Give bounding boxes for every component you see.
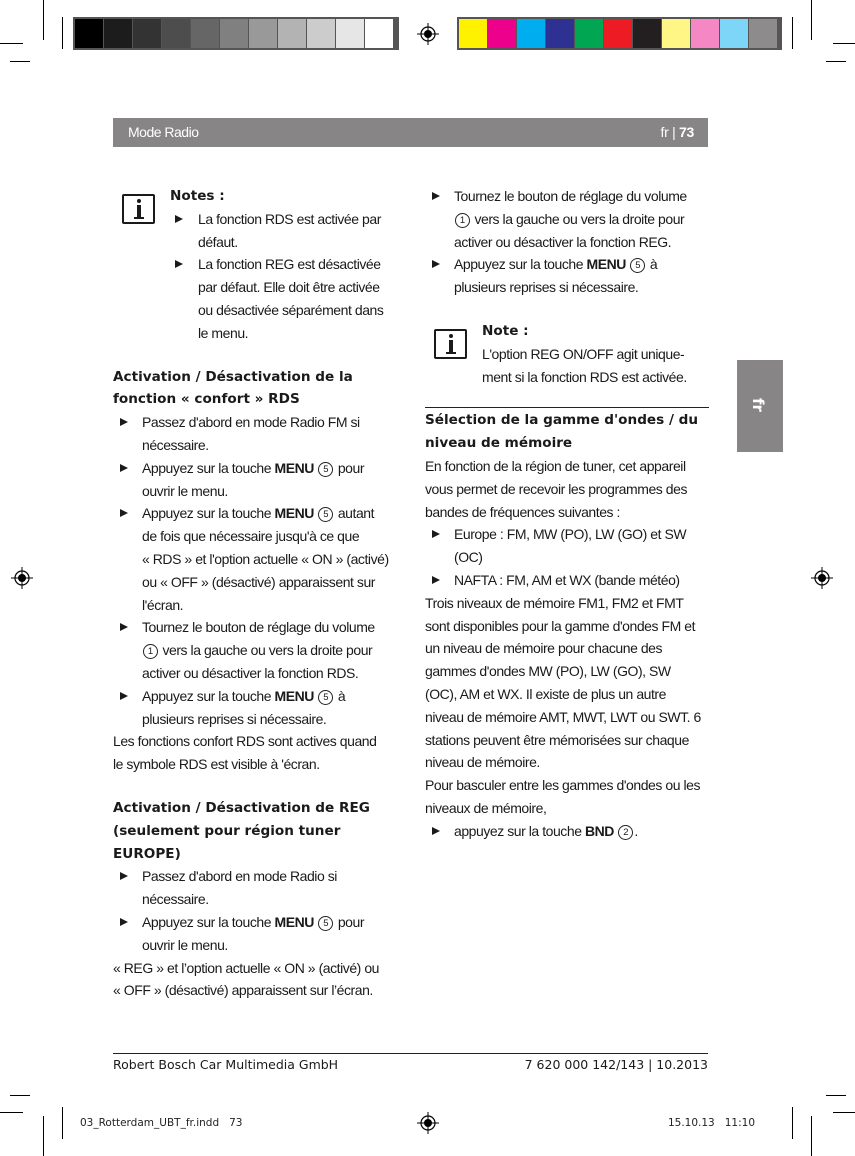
text-segment: nécessaire. <box>142 436 209 453</box>
text-line <box>425 409 709 432</box>
bullet-arrow-icon <box>120 692 128 700</box>
color-swatch <box>604 19 632 48</box>
key-name: MENU <box>274 505 314 522</box>
text-segment: vers la gauche ou vers la droite pour <box>159 642 373 659</box>
text-segment: bandes de fréquences suivantes : <box>425 503 620 520</box>
text-line <box>113 753 393 776</box>
crop-mark <box>833 1112 855 1113</box>
control-number-badge: 1 <box>143 644 158 659</box>
crop-mark <box>10 1095 30 1096</box>
text-segment <box>314 688 317 704</box>
text-segment: ouvrir le menu. <box>142 482 228 499</box>
crop-mark <box>0 43 23 44</box>
crop-mark <box>43 0 44 40</box>
paragraph <box>425 592 709 820</box>
control-number-badge: 2 <box>618 825 633 840</box>
text-line <box>113 594 393 617</box>
bullet-arrow-icon <box>432 827 440 835</box>
color-swatch <box>720 19 748 48</box>
language-code: fr <box>660 124 669 140</box>
text-segment: Passez d'abord en mode Radio si <box>142 868 337 885</box>
key-name: BND <box>584 822 614 839</box>
color-swatch <box>459 19 487 48</box>
text-line <box>113 708 393 731</box>
text-line <box>425 660 709 683</box>
text-line <box>425 592 709 615</box>
text-line <box>113 434 393 457</box>
language-tab-label: fr <box>748 398 767 412</box>
text-segment: nécessaire. <box>142 891 209 908</box>
text-line <box>425 546 709 569</box>
color-swatch <box>75 19 103 48</box>
section-heading <box>113 366 393 412</box>
key-name: MENU <box>274 913 314 930</box>
bullet-item <box>425 185 709 253</box>
text-segment: à <box>646 256 658 273</box>
text-line <box>113 388 393 411</box>
text-line <box>113 639 393 662</box>
text-segment: (OC), AM et WX. Il existe de plus un autre <box>425 685 666 702</box>
text-line <box>113 685 393 708</box>
color-swatch <box>104 19 132 48</box>
text-line <box>425 276 709 299</box>
text-segment: La fonction REG est désactivée <box>198 256 381 273</box>
text-segment: ou désactivée séparément dans <box>198 301 384 318</box>
text-line <box>425 683 709 706</box>
text-segment: activer ou désactiver la fonction REG. <box>454 233 672 250</box>
crop-mark <box>833 43 855 44</box>
text-line <box>482 343 709 366</box>
page-number <box>661 124 694 140</box>
text-line <box>425 478 709 501</box>
text-line <box>113 911 393 934</box>
text-line <box>170 253 393 276</box>
bullet-arrow-icon <box>175 260 183 268</box>
text-line <box>113 843 393 866</box>
text-segment: Les fonctions confort RDS sont actives quand <box>113 733 377 750</box>
registration-mark-icon <box>811 567 833 589</box>
crop-mark <box>811 0 812 40</box>
text-segment: de fois que nécessaire jusqu'à ce que <box>142 528 360 545</box>
text-segment <box>614 823 617 839</box>
text-line <box>113 366 393 389</box>
text-segment <box>314 460 317 476</box>
text-line <box>113 797 393 820</box>
crop-mark <box>792 1107 793 1139</box>
text-line <box>425 797 709 820</box>
text-segment: En fonction de la région de tuner, cet appareil <box>425 457 686 474</box>
text-line <box>113 616 393 639</box>
text-line <box>113 457 393 480</box>
text-line <box>170 208 393 231</box>
registration-mark-icon <box>11 567 33 589</box>
text-line <box>425 455 709 478</box>
text-segment: à <box>334 687 346 704</box>
bullet-arrow-icon <box>120 872 128 880</box>
paragraph <box>113 957 393 1003</box>
text-segment: vous permet de recevoir les programmes des <box>425 480 687 497</box>
language-tab <box>737 360 783 452</box>
text-segment: niveau de mémoire. <box>425 754 540 771</box>
key-name: MENU <box>274 687 314 704</box>
control-number-badge: 5 <box>630 258 645 273</box>
color-swatch <box>133 19 161 48</box>
note-bullet <box>170 208 393 254</box>
crop-mark <box>43 1116 44 1156</box>
text-line <box>425 523 709 546</box>
right-column <box>425 185 709 843</box>
bullet-item <box>425 569 709 592</box>
text-segment: l'écran. <box>142 596 184 613</box>
text-segment: NAFTA : FM, AM et WX (bande météo) <box>454 571 680 588</box>
text-segment: Europe : FM, MW (PO), LW (GO) et SW <box>454 526 687 543</box>
text-segment: ouvrir le menu. <box>142 936 228 953</box>
text-segment: « RDS » et l'option actuelle « ON » (activé) <box>142 550 389 567</box>
color-swatch <box>365 19 393 48</box>
control-number-badge: 5 <box>318 462 333 477</box>
text-segment: Appuyez sur la touche <box>142 459 275 476</box>
control-number-badge: 1 <box>455 213 470 228</box>
color-swatch <box>488 19 516 48</box>
section-heading <box>113 797 393 865</box>
color-swatch <box>517 19 545 48</box>
text-segment: le menu. <box>198 324 249 341</box>
color-swatch <box>278 19 306 48</box>
text-segment: Activation / Désactivation de REG <box>113 799 370 816</box>
text-segment <box>314 914 317 930</box>
text-segment: Activation / Désactivation de la <box>113 368 353 385</box>
slug-filename: 03_Rotterdam_UBT_fr.indd 73 <box>80 1117 243 1129</box>
spacer <box>425 299 709 320</box>
text-segment: (seulement pour région tuner <box>113 822 341 839</box>
registration-mark-icon <box>417 1112 439 1134</box>
crop-mark <box>811 1116 812 1156</box>
text-line <box>113 865 393 888</box>
bullet-arrow-icon <box>175 215 183 223</box>
registration-mark-icon <box>417 23 439 45</box>
control-number-badge: 5 <box>318 916 333 931</box>
bullet-item <box>113 457 393 503</box>
text-line <box>425 751 709 774</box>
crop-mark <box>826 61 846 62</box>
left-column <box>113 185 393 1002</box>
text-line <box>113 662 393 685</box>
text-segment: un niveau de mémoire pour chacune des <box>425 640 663 657</box>
footer-doc-number: 7 620 000 142/143 | 10.2013 <box>524 1057 708 1072</box>
section-heading <box>425 407 709 455</box>
text-segment: gammes d'ondes MW (PO), LW (GO), SW <box>425 663 671 680</box>
bullet-item <box>113 502 393 616</box>
color-swatch <box>307 19 335 48</box>
text-line <box>425 231 709 254</box>
control-number-badge: 5 <box>318 690 333 705</box>
text-segment: niveau de mémoire AMT, MWT, LWT ou SWT. 6 <box>425 708 701 725</box>
text-segment: niveaux de mémoire, <box>425 799 547 816</box>
bullet-arrow-icon <box>120 418 128 426</box>
text-segment: Pour basculer entre les gammes d'ondes ou les <box>425 777 701 794</box>
grayscale-bar <box>73 17 399 50</box>
color-swatch <box>162 19 190 48</box>
text-segment: Trois niveaux de mémoire FM1, FM2 et FMT <box>425 594 684 611</box>
crop-mark <box>62 1107 63 1139</box>
text-segment: EUROPE) <box>113 845 181 862</box>
footer-company: Robert Bosch Car Multimedia GmbH <box>113 1057 339 1072</box>
text-segment: Tournez le bouton de réglage du volume <box>454 188 687 204</box>
text-segment: Appuyez sur la touche <box>142 687 275 704</box>
text-segment: Appuyez sur la touche <box>142 505 275 522</box>
text-line <box>113 979 393 1002</box>
note-title: Notes : <box>170 188 225 204</box>
text-line <box>425 637 709 660</box>
slug-date: 15.10.13 11:10 <box>667 1117 755 1129</box>
text-segment: La fonction RDS est activée par <box>198 210 381 227</box>
text-segment: plusieurs reprises si nécessaire. <box>142 710 327 727</box>
separator: | <box>668 124 680 140</box>
text-line <box>170 231 393 254</box>
crop-mark <box>0 1112 23 1113</box>
text-segment: sont disponibles pour la gamme d'ondes FM et <box>425 617 696 634</box>
text-line <box>425 774 709 797</box>
text-segment: « REG » et l’option actuelle « ON » (activé) ou <box>113 959 379 976</box>
note-box <box>113 185 393 345</box>
bullet-item <box>113 685 393 731</box>
page-num: 73 <box>679 124 694 140</box>
control-number-badge: 5 <box>318 507 333 522</box>
crop-mark <box>10 61 30 62</box>
text-segment: (OC) <box>454 549 483 566</box>
section-title: Mode Radio <box>128 124 199 140</box>
color-swatch <box>633 19 661 48</box>
color-swatch <box>336 19 364 48</box>
text-line <box>425 208 709 231</box>
bullet-arrow-icon <box>432 530 440 538</box>
bullet-item <box>113 865 393 911</box>
text-segment: pour <box>334 459 365 476</box>
bullet-item <box>425 820 709 843</box>
crop-mark <box>62 17 63 49</box>
text-segment <box>626 256 629 272</box>
crop-mark <box>826 1095 846 1096</box>
text-line <box>425 729 709 752</box>
page-header <box>113 118 708 147</box>
color-swatch <box>575 19 603 48</box>
text-line <box>113 525 393 548</box>
text-segment <box>314 505 317 521</box>
text-line <box>113 730 393 753</box>
bullet-item <box>113 616 393 684</box>
text-line <box>425 569 709 592</box>
text-segment: Sélection de la gamme d'ondes / du <box>425 412 699 429</box>
color-swatch <box>249 19 277 48</box>
text-segment: Passez d'abord en mode Radio FM si <box>142 414 360 431</box>
text-line <box>425 820 709 843</box>
text-line <box>113 502 393 525</box>
text-line <box>482 366 709 389</box>
note-title: Note : <box>482 322 529 339</box>
text-line <box>113 411 393 434</box>
text-line <box>113 571 393 594</box>
text-segment: Tournez le bouton de réglage du volume <box>142 619 375 636</box>
color-swatch <box>191 19 219 48</box>
color-swatch <box>220 19 248 48</box>
text-segment: plusieurs reprises si nécessaire. <box>454 279 639 296</box>
text-line <box>425 432 709 455</box>
footer-divider <box>113 1053 708 1054</box>
bullet-arrow-icon <box>432 192 440 200</box>
text-segment: « OFF » (désactivé) apparaissent sur l’écran. <box>113 982 373 999</box>
text-line <box>113 957 393 980</box>
bullet-arrow-icon <box>120 464 128 472</box>
text-line <box>425 185 709 208</box>
text-segment: par défaut. Elle doit être activée <box>198 279 380 296</box>
text-segment: vers la gauche ou vers la droite pour <box>471 210 685 227</box>
color-swatch <box>546 19 574 48</box>
info-icon <box>434 329 467 359</box>
text-line <box>113 888 393 911</box>
bullet-item <box>425 523 709 569</box>
text-line <box>113 480 393 503</box>
crop-mark <box>792 17 793 49</box>
text-line <box>113 934 393 957</box>
text-line <box>425 253 709 276</box>
text-segment: pour <box>334 913 365 930</box>
bullet-arrow-icon <box>120 623 128 631</box>
text-segment: autant <box>334 505 375 522</box>
text-line <box>113 820 393 843</box>
text-segment: activer ou désactiver la fonction RDS. <box>142 664 359 681</box>
color-swatch <box>662 19 690 48</box>
text-line <box>425 706 709 729</box>
bullet-arrow-icon <box>432 576 440 584</box>
text-segment: niveau de mémoire <box>425 435 573 452</box>
text-line <box>425 615 709 638</box>
text-segment: Appuyez sur la touche <box>454 256 587 273</box>
paragraph <box>425 455 709 523</box>
bullet-arrow-icon <box>120 918 128 926</box>
text-segment: défaut. <box>198 233 238 250</box>
text-segment: . <box>634 822 638 839</box>
text-segment: stations peuvent être mémorisées sur chaque <box>425 731 689 748</box>
text-segment: le symbole RDS est visible à 'écran. <box>113 756 320 773</box>
text-line <box>170 276 393 299</box>
color-swatch <box>749 19 777 48</box>
text-line <box>170 322 393 345</box>
text-segment: fonction « confort » RDS <box>113 391 300 408</box>
key-name: MENU <box>274 459 314 476</box>
bullet-item <box>113 411 393 457</box>
bullet-arrow-icon <box>120 509 128 517</box>
text-segment: Appuyez sur la touche <box>142 913 275 930</box>
info-icon <box>122 194 155 224</box>
paragraph <box>113 730 393 776</box>
text-segment: ment si la fonction RDS est activée. <box>482 368 687 385</box>
text-line <box>170 299 393 322</box>
text-segment: ou « OFF » (désactivé) apparaissent sur <box>142 573 376 590</box>
color-swatch <box>691 19 719 48</box>
note-bullet <box>170 253 393 344</box>
text-segment: appuyez sur la touche <box>454 822 585 839</box>
note-box <box>425 320 709 388</box>
bullet-item <box>425 253 709 299</box>
text-segment: L'option REG ON/OFF agit unique- <box>482 345 685 362</box>
key-name: MENU <box>586 256 626 273</box>
text-line <box>113 548 393 571</box>
bullet-item <box>113 911 393 957</box>
color-bar <box>457 17 782 50</box>
bullet-arrow-icon <box>432 260 440 268</box>
text-line <box>425 501 709 524</box>
